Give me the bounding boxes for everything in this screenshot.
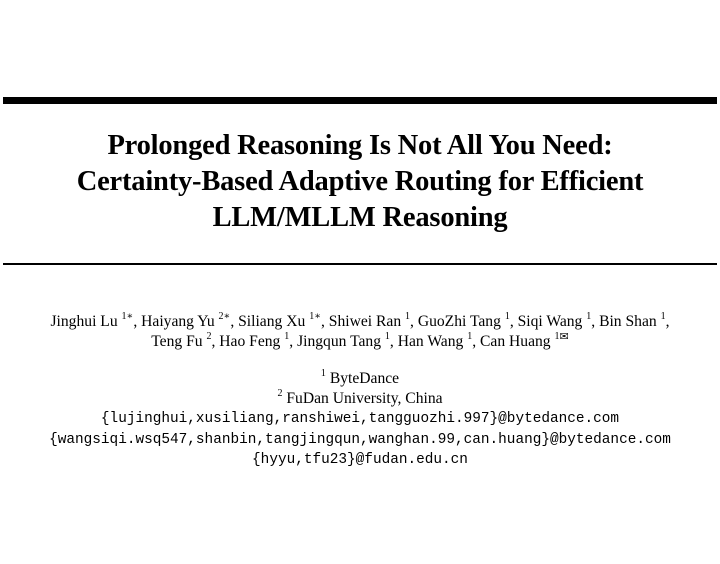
author-name: Bin Shan (599, 313, 657, 330)
author-affil-mark: 1 (405, 310, 411, 322)
author-affil-mark: 1 (284, 330, 290, 342)
author-name: Siliang Xu (238, 313, 306, 330)
author (417, 310, 518, 330)
author-sep: , (665, 313, 670, 330)
author-line-2: Teng Fu $^2$, Hao Feng $^1$, Jingqun Tang $^1$, Han Wang $^1$, Can Huang $^1$✉ (151, 330, 569, 350)
author-sep: , (410, 313, 418, 330)
author-name: Shiwei Ran (328, 313, 402, 330)
paper-title (0, 128, 720, 236)
author-sep: , (389, 333, 398, 350)
top-rule (3, 97, 717, 104)
author-name: Jingqun Tang (297, 333, 382, 350)
author-sep: , (320, 313, 329, 330)
title-bottom-rule (3, 263, 717, 265)
author-sep: , (591, 313, 600, 330)
author-name: Han Wang (397, 333, 464, 350)
email-line-2: {wangsiqi.wsq547,shanbin,tangjingqun,wanghan.99,can.huang}@bytedance.com (49, 431, 671, 448)
author-affil-mark: 1∗ (309, 310, 321, 322)
author (328, 310, 418, 330)
email-line-1: {lujinghui,xusiliang,ranshiwei,tangguozhi.997}@bytedance.com (100, 411, 620, 427)
author-affil-mark: 1 (554, 330, 560, 342)
author (297, 330, 398, 350)
author-sep: , (472, 333, 481, 350)
title-line-2: Certainty-Based Adaptive Routing for Efficient (76, 166, 644, 197)
affiliation-name: ByteDance (329, 370, 400, 387)
author-sep: , (289, 333, 298, 350)
affiliation-number: 1 (320, 367, 326, 379)
author-sep: , (211, 333, 220, 350)
affiliation-2 (0, 389, 720, 409)
author (50, 310, 142, 330)
author (141, 310, 239, 330)
author (219, 330, 298, 350)
author-affil-mark: 1 (384, 330, 390, 342)
author-line-1 (0, 312, 720, 332)
author (151, 330, 220, 350)
author (599, 310, 670, 330)
author-sep: , (133, 313, 142, 330)
author-name: Haiyang Yu (141, 313, 215, 330)
author-affil-mark: 1 (660, 310, 666, 322)
title-line-1: Prolonged Reasoning Is Not All You Need: (107, 130, 613, 161)
author-name: Jinghui Lu (50, 313, 118, 330)
author-sep: , (509, 313, 518, 330)
author-affil-mark: 1∗ (121, 310, 134, 322)
author-sep: , (230, 313, 239, 330)
author (480, 330, 560, 350)
affiliation-1 (0, 369, 720, 389)
author (397, 330, 481, 350)
author-name: Siqi Wang (517, 313, 583, 330)
author-list (0, 312, 720, 352)
author-name: Teng Fu (151, 333, 203, 350)
author-affil-mark: 2 (206, 330, 212, 342)
author-name: Hao Feng (219, 333, 281, 350)
title-line-3: LLM/MLLM Reasoning (212, 202, 508, 233)
author-name: Can Huang (480, 333, 551, 350)
affiliation-name: FuDan University, China (286, 390, 443, 407)
affiliations (0, 369, 720, 471)
author-affil-mark: 1 (504, 310, 510, 322)
email-line-3: {hyyu,tfu23}@fudan.edu.cn (252, 452, 468, 468)
author-affil-mark: 2∗ (218, 310, 231, 322)
author (238, 310, 329, 330)
author-name: GuoZhi Tang (417, 313, 501, 330)
author-affil-mark: 1 (467, 330, 473, 342)
author-affil-mark: 1 (586, 310, 592, 322)
affiliation-number: 2 (277, 387, 283, 399)
author (517, 310, 600, 330)
